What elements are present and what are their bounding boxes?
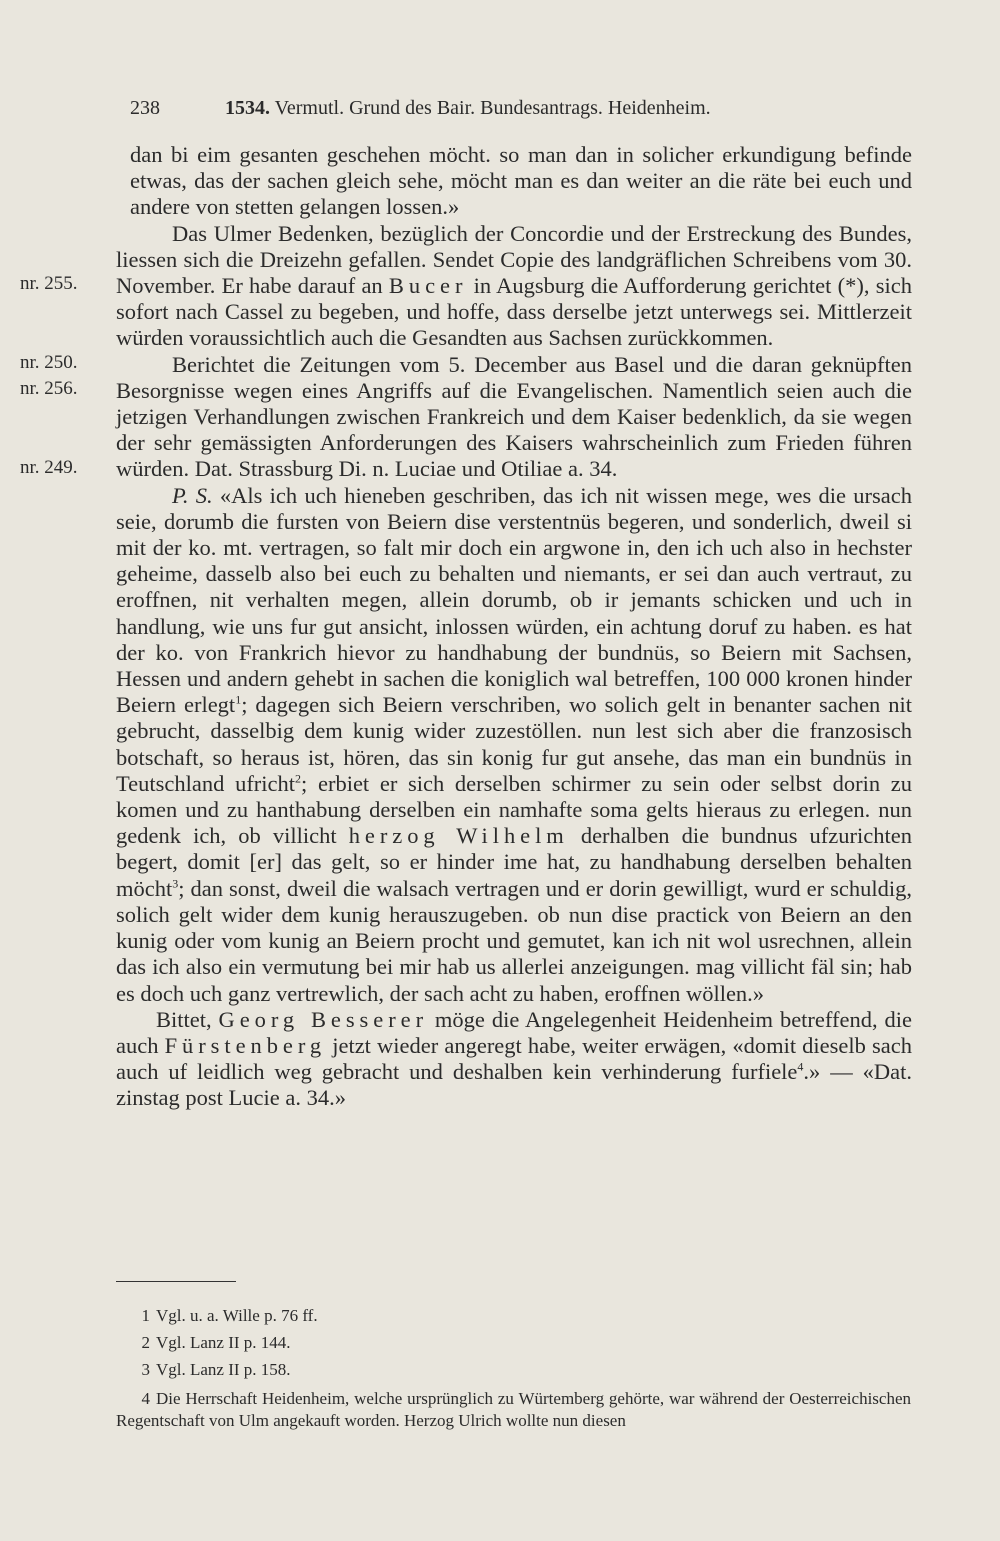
text-run: jetzt wieder angeregt habe, weiter erwägen, «domit dieselb sach auch uf leidlich weg gebracht und deshalben kein verhinderung furfiele: [116, 1032, 912, 1085]
footnote-ref-3[interactable]: 3: [172, 876, 179, 891]
footnote-number: 1: [141, 1306, 150, 1325]
footnote-ref-2[interactable]: 2: [295, 771, 302, 786]
person-name-herzog-wilhelm: herzog Wilhelm: [348, 823, 569, 849]
paragraph-2: [116, 221, 912, 352]
paragraph-5: [116, 1007, 912, 1112]
margin-note-nr-256: nr. 256.: [20, 378, 78, 399]
text-run: möge die Angelegenheit Heidenheim betreffend, die auch: [116, 1006, 912, 1058]
footnote-1: [116, 1305, 911, 1327]
text-run: Bittet,: [156, 1006, 219, 1032]
footnote-ref-4[interactable]: 4: [797, 1059, 804, 1074]
footnote-text: Vgl. Lanz II p. 158.: [156, 1360, 291, 1379]
footnote-2: [116, 1332, 911, 1354]
person-name-bucer: Bucer: [388, 273, 468, 299]
text-run: ; dan sonst, dweil die walsach vertragen und er dorin gewilligt, wurd er schuldig, solich gelt wider dem kunig herauszugeben. ob nun dise practick von Beiern an den kunig oder vom kunig an Beiern procht und gemutet, kan ich nit wol usrechnen, allein das ich also ein vermutung bei mir hab us allerlei anzeigungen. mag villicht fäl sin; hab es doch uch ganz vertrewlich, der sach acht zu haben, eroffnen wöllen.»: [116, 875, 912, 1006]
footnote-text: Vgl. Lanz II p. 144.: [156, 1333, 291, 1352]
paragraph-4-postscript: [116, 483, 912, 1007]
margin-note-nr-255: nr. 255.: [20, 273, 78, 294]
text-run: Das Ulmer Bedenken, bezüglich der Concordie und der Erstreckung des Bundes, liessen sich die Dreizehn gefallen. Sendet Copie des landgräflichen Schreibens vom 30. November. Er habe darauf an: [116, 220, 912, 299]
footnote-number: 4: [141, 1389, 150, 1408]
person-name-georg-besserer: Georg Besserer: [218, 1006, 429, 1032]
footnote-text: Die Herrschaft Heidenheim, welche ursprünglich zu Würtemberg gehörte, war während der Oesterreichischen Regentschaft von Ulm angekauft worden. Herzog Ulrich wollte nun diesen: [116, 1389, 911, 1430]
paragraph-3: Berichtet die Zeitungen vom 5. December aus Basel und die daran geknüpften Besorgnisse wegen eines Angriffs auf die Evangelischen. Namentlich seien auch die jetzigen Verhandlungen zwischen Frankreich und dem Kaiser bedenklich, da sie wegen der sehr gemässigten Anforderungen des Kaisers wahrscheinlich zum Frieden führen würden. Dat. Strassburg Di. n. Luciae und Otiliae a. 34.: [116, 351, 912, 482]
footnote-number: 2: [141, 1333, 150, 1352]
margin-note-nr-249: nr. 249.: [20, 457, 78, 478]
person-name-fuerstenberg: Fürstenberg: [164, 1032, 327, 1058]
footnote-4: [116, 1388, 911, 1432]
page-number: 238: [130, 97, 160, 119]
footnote-ref-1[interactable]: 1: [235, 692, 242, 707]
text-run: derhalben die bundnus ufzurichten begert, domit [er] das gelt, so er hinder ime hat, zu handhabung derselben behalten möcht: [116, 823, 912, 901]
text-run: ; erbiet er sich derselben schirmer zu sein oder selbst dorin zu komen und zu hanthabung derselben ein namhafte soma gelts hieraus zu erlegen. nun gedenk ich, ob villicht: [116, 770, 912, 849]
running-header: [130, 97, 910, 120]
footnote-text: Vgl. u. a. Wille p. 76 ff.: [156, 1306, 318, 1325]
header-year: 1534.: [225, 97, 270, 119]
text-run: «Als ich uch hieneben geschriben, das ich nit wissen mege, wes die ursach seie, dorumb die fursten von Beiern dise verstentnüs begeren, und sonderlich, dweil si mit der ko. mt. vertragen, so falt mir doch ein argwone in, den ich uch also in hechster geheime, dasselb also bei euch zu behalten und niemants, er sei dan auch vertraut, zu eroffnen, nit verhalten megen, allein dorumb, ob ir jemants schicken und uch in handlung, wie uns fur gut ansicht, inlossen würden, ein achtung doruf zu haben. es hat der ko. von Frankrich hievor zu handhabung der bundnüs, so Beiern mit Sachsen, Hessen und andern gehebt in sachen die koniglich wal betreffen, 100 000 kronen hinder Beiern erlegt: [116, 482, 913, 718]
main-text: [116, 142, 912, 1112]
text-run: .» — «Dat. zinstag post Lucie a. 34.»: [116, 1059, 912, 1111]
footnote-number: 3: [141, 1360, 150, 1379]
footnote-3: [116, 1359, 911, 1381]
text-run: in Augsburg die Aufforderung gerichtet (*), sich sofort nach Cassel zu begeben, und hoffe, dass derselbe jetzt unterwegs sei. Mittlerzeit würden voraussichtlich auch die Gesandten aus Sachsen zurückkommen.: [116, 273, 912, 351]
postscript-label: P. S.: [172, 482, 213, 508]
header-title: Vermutl. Grund des Bair. Bundesantrags. Heidenheim.: [274, 97, 711, 119]
paragraph-1: dan bi eim gesanten geschehen möcht. so man dan in solicher erkundigung befinde etwas, das der sachen gleich sehe, möcht man es dan weiter an die räte bei euch und andere von stetten gelangen lossen.»: [130, 142, 912, 220]
text-run: ; dagegen sich Beiern verschriben, wo solich gelt in benanter sachen nit gebrucht, dasselbig dem kunig wider zuzestöllen. nun lest sich aber die franzosisch botschaft, so heraus ist, hören, das sin konig fur gut ansehe, das man ein bundnüs in Teutschland ufricht: [116, 692, 912, 796]
margin-note-nr-250: nr. 250.: [20, 352, 78, 373]
footnote-separator: [116, 1281, 236, 1282]
